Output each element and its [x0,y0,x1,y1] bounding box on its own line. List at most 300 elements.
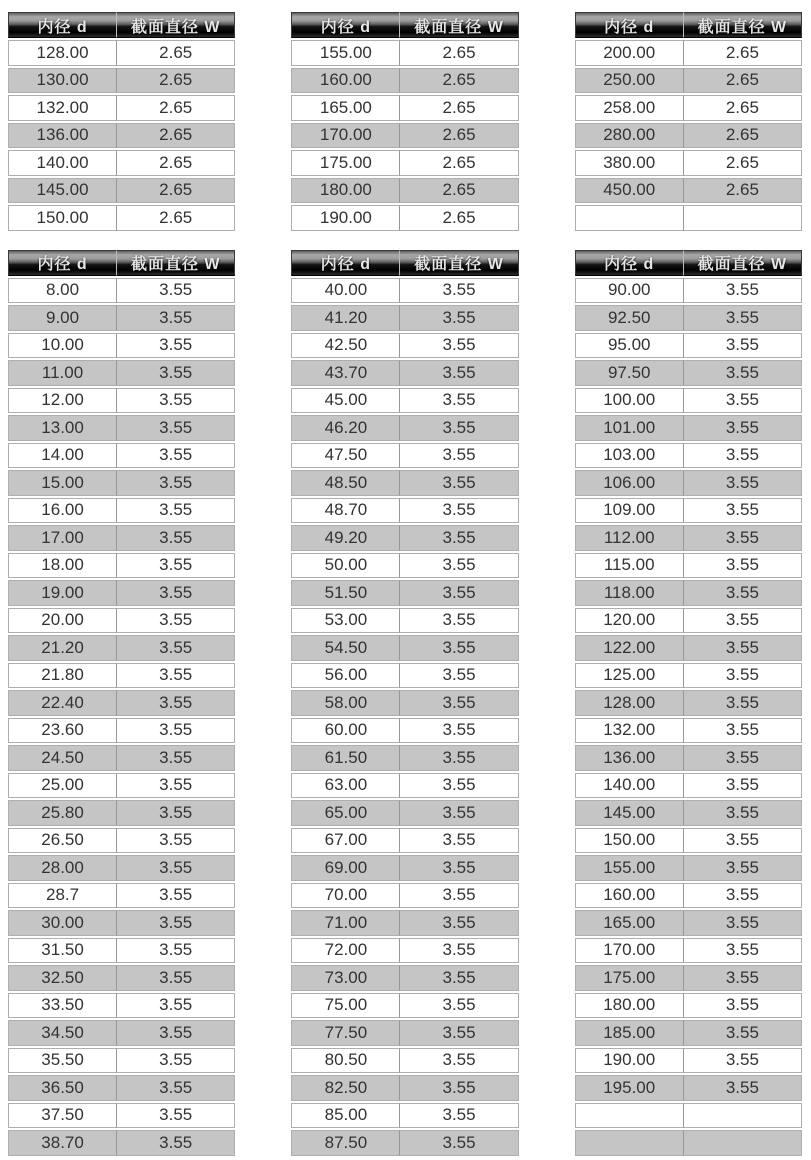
table-row [8,855,235,881]
table-row [291,1130,518,1156]
inner-diameter-cell: 128.00 [8,40,117,66]
cross-section-cell: 3.55 [400,360,518,386]
table-row [575,388,802,414]
inner-diameter-cell: 34.50 [8,1020,117,1046]
inner-diameter-cell: 67.00 [291,828,400,854]
cross-section-cell: 3.55 [117,333,235,359]
table-row [291,690,518,716]
table-row [291,123,518,149]
inner-diameter-cell: 82.50 [291,1075,400,1101]
inner-diameter-cell: 63.00 [291,773,400,799]
cross-section-cell: 3.55 [117,305,235,331]
cross-section-cell: 3.55 [400,855,518,881]
table-row [8,1020,235,1046]
inner-diameter-cell: 112.00 [575,525,684,551]
table-row [291,443,518,469]
cross-section-cell: 3.55 [400,745,518,771]
inner-diameter-cell: 80.50 [291,1048,400,1074]
cross-section-cell: 3.55 [117,388,235,414]
inner-diameter-cell: 18.00 [8,553,117,579]
cross-section-cell: 3.55 [117,910,235,936]
inner-diameter-cell: 33.50 [8,993,117,1019]
cross-section-cell: 3.55 [400,718,518,744]
table-row [291,745,518,771]
table-row [8,993,235,1019]
table-row [291,608,518,634]
inner-diameter-cell: 35.50 [8,1048,117,1074]
table-row [8,1103,235,1129]
header-row [291,250,518,276]
cross-section-cell: 3.55 [684,635,802,661]
cross-section-cell: 3.55 [684,855,802,881]
table-row [575,855,802,881]
table-row [575,910,802,936]
table-row [291,718,518,744]
table-row [291,663,518,689]
table-row [8,68,235,94]
cross-section-cell: 3.55 [684,525,802,551]
cross-section-cell: 2.65 [400,205,518,231]
spec-table-bottom-middle [291,248,518,1158]
table-row [291,388,518,414]
cross-section-cell: 3.55 [117,498,235,524]
table-row [575,205,802,231]
table-row [575,965,802,991]
table-row [291,68,518,94]
table-row [575,608,802,634]
table-row [8,663,235,689]
table-row [291,828,518,854]
inner-diameter-cell: 51.50 [291,580,400,606]
table-row [8,1048,235,1074]
cross-section-cell: 3.55 [684,553,802,579]
cross-section-cell: 2.65 [117,68,235,94]
table-row [8,1130,235,1156]
cross-section-cell: 3.55 [684,1075,802,1101]
col-header-cross-section: 截面直径 W [400,12,518,38]
table-row [8,388,235,414]
inner-diameter-cell: 130.00 [8,68,117,94]
table-row [8,178,235,204]
inner-diameter-cell: 175.00 [575,965,684,991]
inner-diameter-cell: 37.50 [8,1103,117,1129]
table-row [575,800,802,826]
inner-diameter-cell: 118.00 [575,580,684,606]
inner-diameter-cell: 61.50 [291,745,400,771]
inner-diameter-cell: 8.00 [8,278,117,304]
inner-diameter-cell: 28.00 [8,855,117,881]
table-row [575,333,802,359]
inner-diameter-cell: 185.00 [575,1020,684,1046]
cross-section-cell: 3.55 [117,580,235,606]
inner-diameter-cell: 10.00 [8,333,117,359]
inner-diameter-cell: 380.00 [575,150,684,176]
cross-section-cell: 3.55 [684,388,802,414]
table-row [575,663,802,689]
inner-diameter-cell: 115.00 [575,553,684,579]
spec-table-bottom-right [575,248,802,1158]
table-row [575,938,802,964]
cross-section-cell: 3.55 [117,415,235,441]
cross-section-cell: 3.55 [400,965,518,991]
cross-section-cell: 3.55 [117,690,235,716]
inner-diameter-cell: 38.70 [8,1130,117,1156]
cross-section-cell: 3.55 [117,635,235,661]
cross-section-cell: 3.55 [117,1075,235,1101]
cross-section-cell: 3.55 [400,1020,518,1046]
inner-diameter-cell: 69.00 [291,855,400,881]
cross-section-cell: 3.55 [684,690,802,716]
cross-section-cell: 2.65 [117,40,235,66]
inner-diameter-cell: 180.00 [575,993,684,1019]
inner-diameter-cell [575,1103,684,1129]
inner-diameter-cell: 136.00 [575,745,684,771]
cross-section-cell: 3.55 [117,1130,235,1156]
cross-section-cell: 3.55 [400,883,518,909]
cross-section-cell: 2.65 [117,205,235,231]
col-header-cross-section: 截面直径 W [117,250,235,276]
cross-section-cell: 3.55 [400,333,518,359]
table-row [575,828,802,854]
table-row [291,470,518,496]
inner-diameter-cell: 97.50 [575,360,684,386]
inner-diameter-cell: 21.80 [8,663,117,689]
table-row [8,443,235,469]
inner-diameter-cell: 180.00 [291,178,400,204]
table-row [575,883,802,909]
cross-section-cell: 2.65 [117,123,235,149]
cross-section-cell: 3.55 [400,525,518,551]
table-group-top [8,10,802,233]
col-header-cross-section: 截面直径 W [684,12,802,38]
inner-diameter-cell: 145.00 [8,178,117,204]
table-row [8,828,235,854]
header-row [8,250,235,276]
table-row [291,305,518,331]
inner-diameter-cell: 71.00 [291,910,400,936]
inner-diameter-cell: 25.00 [8,773,117,799]
cross-section-cell: 3.55 [117,883,235,909]
cross-section-cell: 2.65 [684,178,802,204]
cross-section-cell: 3.55 [684,965,802,991]
inner-diameter-cell: 45.00 [291,388,400,414]
table-row [8,910,235,936]
table-row [8,883,235,909]
inner-diameter-cell: 140.00 [8,150,117,176]
inner-diameter-cell: 132.00 [8,95,117,121]
table-row [291,855,518,881]
table-row [8,690,235,716]
inner-diameter-cell: 145.00 [575,800,684,826]
cross-section-cell: 3.55 [117,1048,235,1074]
inner-diameter-cell: 109.00 [575,498,684,524]
cross-section-cell: 3.55 [400,993,518,1019]
inner-diameter-cell: 46.20 [291,415,400,441]
header-row [8,12,235,38]
cross-section-cell: 3.55 [684,883,802,909]
cross-section-cell: 3.55 [684,580,802,606]
inner-diameter-cell: 24.50 [8,745,117,771]
cross-section-cell: 3.55 [684,993,802,1019]
cross-section-cell: 3.55 [117,773,235,799]
inner-diameter-cell: 132.00 [575,718,684,744]
cross-section-cell: 3.55 [400,663,518,689]
inner-diameter-cell: 190.00 [575,1048,684,1074]
inner-diameter-cell: 450.00 [575,178,684,204]
table-row [575,498,802,524]
col-header-inner-diameter: 内径 d [291,12,400,38]
spec-table-bottom-left [8,248,235,1158]
cross-section-cell: 3.55 [684,608,802,634]
cross-section-cell: 3.55 [400,470,518,496]
inner-diameter-cell: 48.50 [291,470,400,496]
table-row [575,1048,802,1074]
table-row [575,1130,802,1156]
cross-section-cell [684,1103,802,1129]
cross-section-cell: 2.65 [400,95,518,121]
cross-section-cell: 3.55 [400,1130,518,1156]
table-row [291,95,518,121]
table-row [8,415,235,441]
cross-section-cell: 2.65 [117,95,235,121]
table-row [8,470,235,496]
inner-diameter-cell: 20.00 [8,608,117,634]
cross-section-cell: 3.55 [684,718,802,744]
cross-section-cell: 3.55 [684,910,802,936]
table-row [8,95,235,121]
inner-diameter-cell: 160.00 [291,68,400,94]
cross-section-cell: 3.55 [400,635,518,661]
cross-section-cell: 3.55 [117,443,235,469]
inner-diameter-cell: 14.00 [8,443,117,469]
table-row [8,553,235,579]
table-row [8,800,235,826]
table-row [291,333,518,359]
table-row [291,910,518,936]
cross-section-cell: 3.55 [117,1020,235,1046]
cross-section-cell: 3.55 [117,525,235,551]
cross-section-cell: 3.55 [684,800,802,826]
inner-diameter-cell: 17.00 [8,525,117,551]
inner-diameter-cell [575,1130,684,1156]
table-row [575,278,802,304]
cross-section-cell: 2.65 [400,178,518,204]
inner-diameter-cell: 49.20 [291,525,400,551]
inner-diameter-cell: 85.00 [291,1103,400,1129]
inner-diameter-cell: 9.00 [8,305,117,331]
inner-diameter-cell: 136.00 [8,123,117,149]
table-row [8,608,235,634]
table-row [575,1020,802,1046]
cross-section-cell: 3.55 [684,745,802,771]
table-row [575,68,802,94]
inner-diameter-cell: 92.50 [575,305,684,331]
inner-diameter-cell: 56.00 [291,663,400,689]
inner-diameter-cell: 165.00 [291,95,400,121]
inner-diameter-cell: 150.00 [575,828,684,854]
inner-diameter-cell: 100.00 [575,388,684,414]
table-row [575,123,802,149]
table-group-bottom [8,248,802,1158]
inner-diameter-cell: 170.00 [291,123,400,149]
cross-section-cell: 3.55 [400,388,518,414]
table-row [575,470,802,496]
cross-section-cell: 3.55 [684,663,802,689]
cross-section-cell: 3.55 [117,938,235,964]
inner-diameter-cell: 41.20 [291,305,400,331]
cross-section-cell: 3.55 [400,305,518,331]
cross-section-cell: 3.55 [400,580,518,606]
table-row [575,745,802,771]
inner-diameter-cell: 195.00 [575,1075,684,1101]
table-row [291,1048,518,1074]
cross-section-cell: 3.55 [684,1048,802,1074]
table-row [8,938,235,964]
table-row [8,745,235,771]
inner-diameter-cell: 155.00 [575,855,684,881]
inner-diameter-cell: 165.00 [575,910,684,936]
cross-section-cell: 3.55 [117,1103,235,1129]
cross-section-cell: 2.65 [400,68,518,94]
cross-section-cell [684,1130,802,1156]
inner-diameter-cell: 48.70 [291,498,400,524]
inner-diameter-cell: 106.00 [575,470,684,496]
inner-diameter-cell: 250.00 [575,68,684,94]
col-header-cross-section: 截面直径 W [684,250,802,276]
col-header-inner-diameter: 内径 d [291,250,400,276]
inner-diameter-cell: 22.40 [8,690,117,716]
table-row [575,415,802,441]
table-row [291,580,518,606]
table-row [291,800,518,826]
cross-section-cell: 3.55 [684,278,802,304]
inner-diameter-cell: 101.00 [575,415,684,441]
cross-section-cell: 3.55 [117,828,235,854]
inner-diameter-cell: 13.00 [8,415,117,441]
table-row [8,305,235,331]
cross-section-cell: 3.55 [684,828,802,854]
table-row [291,635,518,661]
cross-section-cell: 3.55 [117,855,235,881]
table-row [8,205,235,231]
cross-section-cell: 3.55 [117,470,235,496]
col-header-cross-section: 截面直径 W [117,12,235,38]
inner-diameter-cell: 65.00 [291,800,400,826]
inner-diameter-cell: 77.50 [291,1020,400,1046]
col-header-inner-diameter: 内径 d [8,250,117,276]
table-row [291,525,518,551]
inner-diameter-cell: 170.00 [575,938,684,964]
col-header-inner-diameter: 内径 d [575,250,684,276]
inner-diameter-cell: 280.00 [575,123,684,149]
inner-diameter-cell: 21.20 [8,635,117,661]
cross-section-cell: 3.55 [400,1103,518,1129]
table-row [575,993,802,1019]
cross-section-cell: 3.55 [117,663,235,689]
cross-section-cell: 3.55 [400,608,518,634]
cross-section-cell: 3.55 [684,470,802,496]
table-row [575,1103,802,1129]
table-row [575,718,802,744]
table-row [291,205,518,231]
inner-diameter-cell: 258.00 [575,95,684,121]
inner-diameter-cell: 25.80 [8,800,117,826]
inner-diameter-cell: 160.00 [575,883,684,909]
cross-section-cell: 2.65 [400,123,518,149]
table-row [291,553,518,579]
inner-diameter-cell: 50.00 [291,553,400,579]
cross-section-cell: 3.55 [400,415,518,441]
inner-diameter-cell: 54.50 [291,635,400,661]
inner-diameter-cell: 122.00 [575,635,684,661]
inner-diameter-cell: 200.00 [575,40,684,66]
table-row [8,150,235,176]
table-row [291,965,518,991]
table-row [291,883,518,909]
table-row [291,278,518,304]
inner-diameter-cell: 11.00 [8,360,117,386]
cross-section-cell: 3.55 [400,1048,518,1074]
cross-section-cell: 3.55 [400,498,518,524]
inner-diameter-cell: 90.00 [575,278,684,304]
inner-diameter-cell: 175.00 [291,150,400,176]
inner-diameter-cell: 16.00 [8,498,117,524]
inner-diameter-cell: 73.00 [291,965,400,991]
table-row [8,360,235,386]
cross-section-cell: 3.55 [117,800,235,826]
table-row [8,580,235,606]
spec-table-top-left [8,10,235,233]
table-row [575,178,802,204]
inner-diameter-cell: 36.50 [8,1075,117,1101]
cross-section-cell: 2.65 [684,40,802,66]
table-row [575,635,802,661]
table-row [291,938,518,964]
cross-section-cell: 3.55 [400,910,518,936]
inner-diameter-cell: 60.00 [291,718,400,744]
cross-section-cell: 2.65 [117,150,235,176]
table-row [291,150,518,176]
cross-section-cell: 3.55 [684,360,802,386]
table-row [291,178,518,204]
cross-section-cell: 3.55 [684,415,802,441]
cross-section-cell: 2.65 [684,123,802,149]
cross-section-cell: 3.55 [400,828,518,854]
inner-diameter-cell: 40.00 [291,278,400,304]
inner-diameter-cell: 42.50 [291,333,400,359]
table-row [575,525,802,551]
cross-section-cell: 3.55 [400,690,518,716]
table-row [291,1075,518,1101]
cross-section-cell: 3.55 [117,718,235,744]
inner-diameter-cell: 30.00 [8,910,117,936]
cross-section-cell: 2.65 [684,95,802,121]
cross-section-cell: 3.55 [400,553,518,579]
spec-table-top-middle [291,10,518,233]
table-row [575,553,802,579]
inner-diameter-cell: 12.00 [8,388,117,414]
cross-section-cell: 3.55 [400,443,518,469]
table-row [8,40,235,66]
header-row [575,12,802,38]
table-row [8,278,235,304]
inner-diameter-cell: 155.00 [291,40,400,66]
col-header-inner-diameter: 内径 d [575,12,684,38]
header-row [291,12,518,38]
inner-diameter-cell: 140.00 [575,773,684,799]
table-row [8,965,235,991]
inner-diameter-cell: 87.50 [291,1130,400,1156]
